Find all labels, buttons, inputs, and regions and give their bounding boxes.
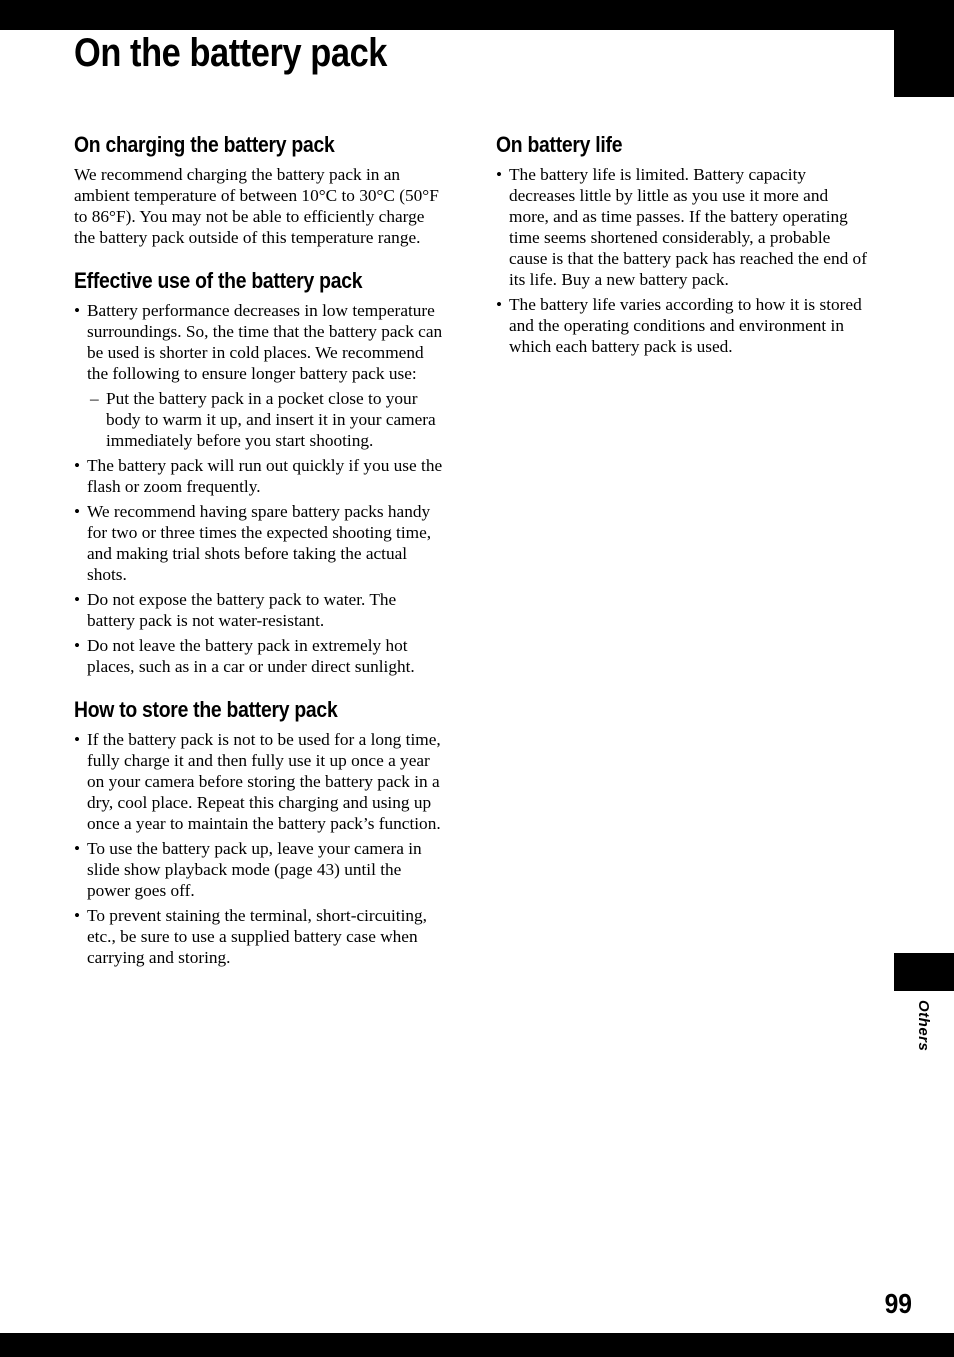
bottom-bar (0, 1333, 954, 1357)
sub-list-item: – Put the battery pack in a pocket close to your body to warm it up, and insert it in your camera immediately before you start shooting. (90, 388, 444, 451)
top-bar (0, 0, 954, 30)
list-item: • To use the battery pack up, leave your camera in slide show playback mode (page 43) until the power goes off. (74, 838, 444, 901)
list-item: • The battery life varies according to how it is stored and the operating conditions and environment in which each battery pack is used. (496, 294, 868, 357)
charging-paragraph: We recommend charging the battery pack in an ambient temperature of between 10°C to 30°C (50°F to 86°F). You may not be able to efficiently charge the battery pack outside of this temperature range. (74, 165, 439, 247)
battery-life-list (496, 164, 868, 357)
list-item: • We recommend having spare battery packs handy for two or three times the expected shooting time, and making trial shots before taking the actual shots. (74, 501, 444, 585)
list-item: • The battery pack will run out quickly if you use the flash or zoom frequently. (74, 455, 444, 497)
list-item-text: Battery performance decreases in low temperature surroundings. So, the time that the battery pack can be used is shorter in cold places. We recommend the following to ensure longer battery pack use: (87, 301, 443, 383)
list-item (74, 300, 444, 451)
section-charging (74, 130, 444, 248)
sub-list (87, 388, 444, 451)
section-tab-marker (894, 953, 954, 991)
section-heading-charging: On charging the battery pack (74, 132, 335, 157)
section-tab-label: Others (915, 1000, 932, 1052)
section-battery-life (496, 130, 868, 357)
list-item: • To prevent staining the terminal, short-circuiting, etc., be sure to use a supplied battery case when carrying and storing. (74, 905, 444, 968)
section-heading-effective-use: Effective use of the battery pack (74, 268, 363, 293)
section-store (74, 695, 444, 968)
effective-use-list (74, 300, 444, 677)
page-number: 99 (884, 1288, 912, 1319)
section-effective-use (74, 266, 444, 677)
section-heading-store: How to store the battery pack (74, 697, 338, 722)
list-item: • If the battery pack is not to be used for a long time, fully charge it and then fully use it up once a year on your camera before storing the battery pack in a dry, cool place. Repeat this charging and using up once a year to maintain the battery pack’s function. (74, 729, 444, 834)
page-title: On the battery pack (74, 31, 387, 75)
list-item: • The battery life is limited. Battery capacity decreases little by little as you use it more and more, and as time passes. If the battery operating time seems shortened considerably, a probable cause is that the battery pack has reached the end of its life. Buy a new battery pack. (496, 164, 868, 290)
left-column (74, 130, 444, 972)
right-column (496, 130, 868, 361)
list-item: • Do not expose the battery pack to water. The battery pack is not water-resistant. (74, 589, 444, 631)
store-list (74, 729, 444, 968)
header-tab-marker (894, 30, 954, 97)
list-item: • Do not leave the battery pack in extremely hot places, such as in a car or under direct sunlight. (74, 635, 444, 677)
section-heading-battery-life: On battery life (496, 132, 623, 157)
